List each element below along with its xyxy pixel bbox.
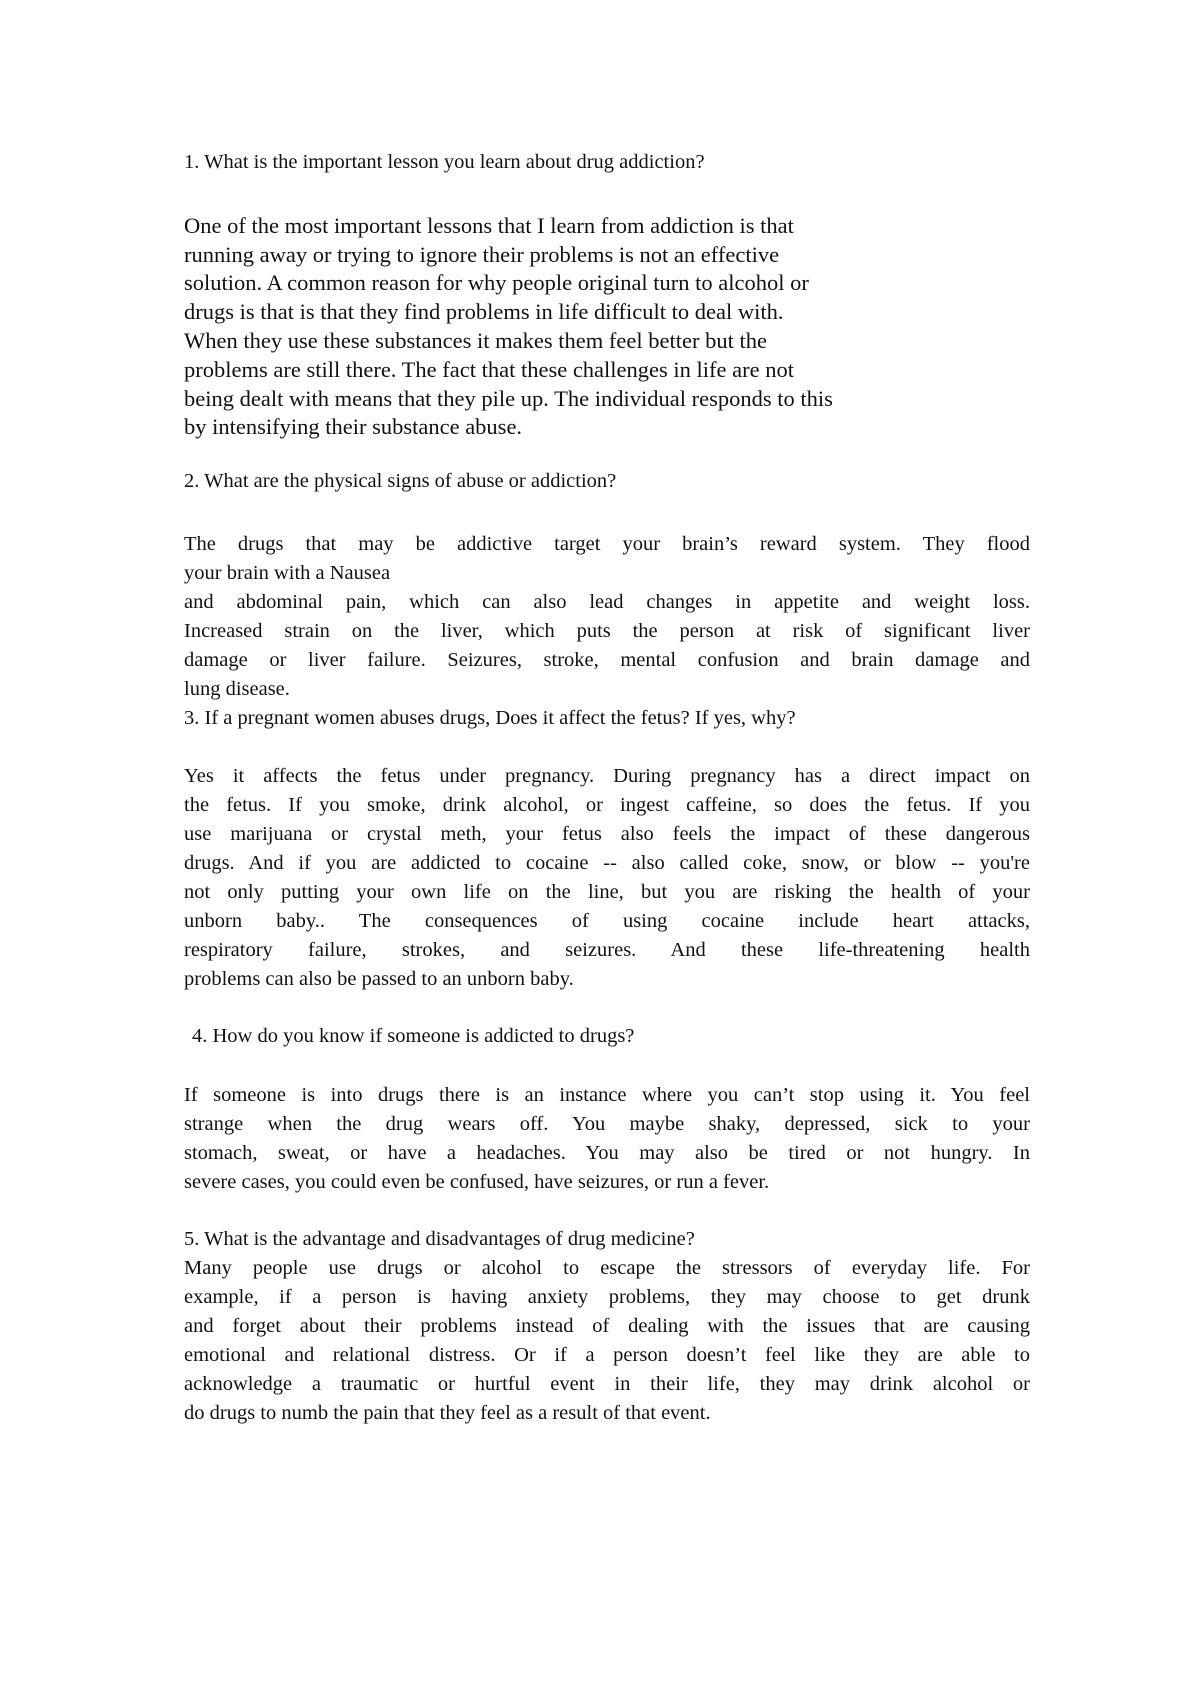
answer-2-line: and abdominal pain, which can also lead changes in appetite and weight loss. <box>184 591 1030 613</box>
question-4: 4. How do you know if someone is addicted to drugs? <box>192 1025 635 1047</box>
answer-2-line: damage or liver failure. Seizures, stroke, mental confusion and brain damage and <box>184 649 1030 671</box>
answer-5-line: emotional and relational distress. Or if a person doesn’t feel like they are able to <box>184 1344 1030 1366</box>
answer-3-line: the fetus. If you smoke, drink alcohol, or ingest caffeine, so does the fetus. If you <box>184 794 1030 816</box>
answer-3-line: use marijuana or crystal meth, your fetus also feels the impact of these dangerous <box>184 823 1030 845</box>
answer-3-line: not only putting your own life on the line, but you are risking the health of your <box>184 881 1030 903</box>
answer-3-line: problems can also be passed to an unborn baby. <box>184 968 574 990</box>
answer-3-line: Yes it affects the fetus under pregnancy. During pregnancy has a direct impact on <box>184 765 1030 787</box>
question-3: 3. If a pregnant women abuses drugs, Does it affect the fetus? If yes, why? <box>184 707 796 729</box>
answer-1-line: When they use these substances it makes them feel better but the <box>184 328 767 353</box>
answer-5-line: Many people use drugs or alcohol to escape the stressors of everyday life. For <box>184 1257 1030 1279</box>
answer-2-line: Increased strain on the liver, which puts the person at risk of significant liver <box>184 620 1030 642</box>
answer-1-line: by intensifying their substance abuse. <box>184 414 523 439</box>
answer-3-line: drugs. And if you are addicted to cocaine -- also called coke, snow, or blow -- you're <box>184 852 1030 874</box>
answer-5-line: example, if a person is having anxiety problems, they may choose to get drunk <box>184 1286 1030 1308</box>
answer-2-line: lung disease. <box>184 678 290 700</box>
question-5: 5. What is the advantage and disadvantages of drug medicine? <box>184 1228 695 1250</box>
answer-3-line: unborn baby.. The consequences of using cocaine include heart attacks, <box>184 910 1030 932</box>
answer-5-line: do drugs to numb the pain that they feel as a result of that event. <box>184 1402 711 1424</box>
answer-1-line: running away or trying to ignore their problems is not an effective <box>184 242 780 267</box>
answer-1-line: being dealt with means that they pile up. The individual responds to this <box>184 386 833 411</box>
answer-3-line: respiratory failure, strokes, and seizures. And these life-threatening health <box>184 939 1030 961</box>
answer-1-line: drugs is that is that they find problems in life difficult to deal with. <box>184 299 784 324</box>
answer-4-line: severe cases, you could even be confused, have seizures, or run a fever. <box>184 1171 770 1193</box>
answer-2-line: The drugs that may be addictive target your brain’s reward system. They flood <box>184 533 1030 555</box>
question-2: 2. What are the physical signs of abuse or addiction? <box>184 470 617 492</box>
answer-2-line: your brain with a Nausea <box>184 562 391 584</box>
answer-4-line: strange when the drug wears off. You maybe shaky, depressed, sick to your <box>184 1113 1030 1135</box>
answer-5-line: and forget about their problems instead of dealing with the issues that are causing <box>184 1315 1030 1337</box>
answer-4-line: If someone is into drugs there is an instance where you can’t stop using it. You feel <box>184 1084 1030 1106</box>
answer-1-line: One of the most important lessons that I learn from addiction is that <box>184 213 794 238</box>
answer-1-line: problems are still there. The fact that these challenges in life are not <box>184 357 794 382</box>
answer-1-line: solution. A common reason for why people original turn to alcohol or <box>184 270 809 295</box>
answer-5-line: acknowledge a traumatic or hurtful event in their life, they may drink alcohol or <box>184 1373 1030 1395</box>
question-1: 1. What is the important lesson you learn about drug addiction? <box>184 151 705 173</box>
answer-4-line: stomach, sweat, or have a headaches. You may also be tired or not hungry. In <box>184 1142 1030 1164</box>
